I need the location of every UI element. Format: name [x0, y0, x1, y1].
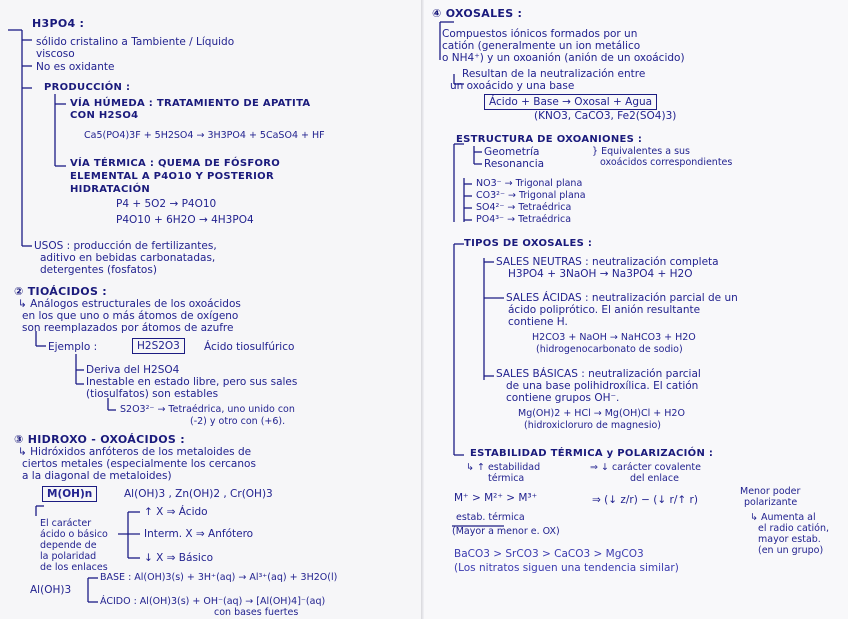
estab-line-2: térmica: [488, 473, 525, 484]
tioacidos-heading: ② TIOÁCIDOS :: [14, 285, 108, 298]
acidas-line-2: ácido poliprótico. El anión resultante: [508, 304, 701, 316]
via-humeda-1: VÍA HÚMEDA : TRATAMIENTO DE APATITA: [70, 98, 311, 109]
basicas-product: (hidroxicloruro de magnesio): [524, 420, 661, 431]
usos-line-3: detergentes (fosfatos): [40, 264, 157, 276]
usos-line-2: aditivo en bebidas carbonatadas,: [40, 252, 216, 264]
oxo-line-1: Compuestos iónicos formados por un: [442, 28, 638, 40]
ejemplo-label: Ejemplo :: [48, 341, 98, 353]
ejemplo-name: Ácido tiosulfúrico: [204, 341, 295, 353]
aloh3-base-eq: BASE : Al(OH)3(s) + 3H⁺(aq) → Al³⁺(aq) + 3H2O(l): [100, 572, 338, 583]
resonancia-label: Resonancia: [484, 158, 545, 170]
aumenta-4: (en un grupo): [758, 545, 824, 556]
hid-line-1: ↳ Hidróxidos anfóteros de los metaloides de: [18, 446, 252, 458]
neutras-eq: H3PO4 + 3NaOH → Na3PO4 + H2O: [508, 268, 693, 280]
hid-line-2: ciertos metales (especialmente los cercanos: [22, 458, 256, 470]
via-termica-2: ELEMENTAL A P4O10 Y POSTERIOR: [70, 171, 274, 182]
reaction-box: Ácido + Base → Oxosal + Agua: [484, 94, 657, 110]
carbonatos-order: BaCO3 > SrCO3 > CaCO3 > MgCO3: [454, 548, 644, 560]
aloh3-acido-eq: ÁCIDO : Al(OH)3(s) + OH⁻(aq) → [Al(OH)4]⁻(aq): [100, 596, 326, 607]
acidas-product: (hidrogenocarbonato de sodio): [536, 344, 683, 355]
via-humeda-eq: Ca5(PO4)3F + 5H2SO4 → 3H3PO4 + 5CaSO4 + HF: [84, 130, 325, 141]
equivalentes-2: oxoácidos correspondientes: [600, 157, 733, 168]
caracter-line-3: depende de: [40, 540, 97, 551]
equivalentes-1: } Equivalentes a sus: [592, 146, 691, 157]
neutras-line-1: SALES NEUTRAS : neutralización completa: [496, 256, 719, 268]
estructura-heading: ESTRUCTURA DE OXOANIONES :: [456, 134, 643, 145]
menor-poder-1: Menor poder: [740, 486, 801, 497]
h3po4-title: H3PO4 :: [32, 17, 85, 30]
polarizante-formula: ⇒ (↓ z/r) − (↓ r/↑ r): [592, 494, 698, 506]
acidas-eq: H2CO3 + NaOH → NaHCO3 + H2O: [532, 332, 696, 343]
tio-line-3: son reemplazados por átomos de azufre: [22, 322, 234, 334]
aloh3-fuertes: con bases fuertes: [214, 607, 299, 618]
caracter-line-1: El carácter: [40, 518, 92, 529]
caracter-line-2: ácido o básico: [40, 529, 108, 540]
no3-geometry: NO3⁻ → Trigonal plana: [476, 178, 583, 189]
m-order: M⁺ > M²⁺ > M³⁺: [454, 492, 538, 504]
basicas-line-3: contiene grupos OH⁻.: [506, 392, 620, 404]
hidroxo-heading: ③ HIDROXO - OXOÁCIDOS :: [14, 433, 185, 446]
ejemplo-formula-box: H2S2O3: [132, 338, 185, 354]
x-up-acido: ↑ X ⇒ Ácido: [144, 506, 208, 518]
tio-line-2: en los que uno o más átomos de oxígeno: [22, 310, 239, 322]
estab-line-1: ↳ ↑ estabilidad: [466, 462, 541, 473]
inestable-line-1: Inestable en estado libre, pero sus sales: [86, 376, 298, 388]
via-humeda-2: CON H2SO4: [70, 110, 139, 121]
basicas-line-1: SALES BÁSICAS : neutralización parcial: [496, 368, 701, 380]
m-estab: estab. térmica: [456, 512, 525, 523]
caracter-line-4: la polaridad: [40, 551, 97, 562]
oxo-line-2: catión (generalmente un ion metálico: [442, 40, 641, 52]
via-termica-eq-1: P4 + 5O2 → P4O10: [116, 198, 217, 210]
produccion-heading: PRODUCCIÓN :: [44, 82, 131, 93]
tipos-heading: TIPOS DE OXOSALES :: [464, 238, 593, 249]
via-termica-3: HIDRATACIÓN: [70, 184, 151, 195]
s2o3-line-1: S2O3²⁻ → Tetraédrica, uno unido con: [120, 404, 295, 415]
menor-poder-2: polarizante: [744, 497, 798, 508]
m-mayor-menor: (Mayor a menor e. OX): [452, 526, 560, 537]
moh-examples: Al(OH)3 , Zn(OH)2 , Cr(OH)3: [124, 488, 273, 500]
po4-geometry: PO4³⁻ → Tetraédrica: [476, 214, 572, 225]
aloh3-label: Al(OH)3: [30, 584, 72, 596]
aumenta-1: ↳ Aumenta al: [750, 512, 816, 523]
prop-line-3: No es oxidante: [36, 61, 115, 73]
oxo-line-3: o NH4⁺) y un oxoanión (anión de un oxoácido): [442, 52, 685, 64]
right-page: [424, 0, 848, 619]
acidas-line-3: contiene H.: [508, 316, 568, 328]
s2o3-line-2: (-2) y otro con (+6).: [190, 416, 286, 427]
nitratos-note: (Los nitratos siguen una tendencia similar): [454, 562, 679, 574]
inestable-line-2: (tiosulfatos) son estables: [86, 388, 219, 400]
acidas-line-1: SALES ÁCIDAS : neutralización parcial de un: [506, 292, 738, 304]
co3-geometry: CO3²⁻ → Trigonal plana: [476, 190, 586, 201]
estabilidad-heading: ESTABILIDAD TÉRMICA y POLARIZACIÓN :: [470, 448, 714, 459]
basicas-line-2: de una base polihidroxílica. El catión: [506, 380, 699, 392]
tio-line-1: ↳ Análogos estructurales de los oxoácidos: [18, 298, 241, 310]
x-mid-anfotero: Interm. X ⇒ Anfótero: [144, 528, 254, 540]
caracter-line-2: del enlace: [630, 473, 679, 484]
reaction-examples: (KNO3, CaCO3, Fe2(SO4)3): [534, 110, 677, 122]
via-termica-1: VÍA TÉRMICA : QUEMA DE FÓSFORO: [70, 158, 281, 169]
x-down-basico: ↓ X ⇒ Básico: [144, 552, 214, 564]
hid-line-3: a la diagonal de metaloides): [22, 470, 172, 482]
caracter-line-5: de los enlaces: [40, 562, 108, 573]
prop-line-2: viscoso: [36, 48, 75, 60]
aumenta-2: el radio catión,: [758, 523, 829, 534]
deriva-line: Deriva del H2SO4: [86, 364, 180, 376]
via-termica-eq-2: P4O10 + 6H2O → 4H3PO4: [116, 214, 254, 226]
caracter-line-1: ⇒ ↓ carácter covalente: [590, 462, 702, 473]
aumenta-3: mayor estab.: [758, 534, 821, 545]
oxosales-heading: ④ OXOSALES :: [432, 7, 523, 20]
usos-line-1: USOS : producción de fertilizantes,: [34, 240, 217, 252]
prop-line-1: sólido cristalino a Tambiente / Líquido: [36, 36, 235, 48]
geometria-label: Geometría: [484, 146, 540, 158]
resultan-line-2: un oxoácido y una base: [450, 80, 575, 92]
so4-geometry: SO4²⁻ → Tetraédrica: [476, 202, 572, 213]
moh-box: M(OH)n: [42, 486, 97, 502]
resultan-line-1: Resultan de la neutralización entre: [462, 68, 646, 80]
basicas-eq: Mg(OH)2 + HCl → Mg(OH)Cl + H2O: [518, 408, 685, 419]
